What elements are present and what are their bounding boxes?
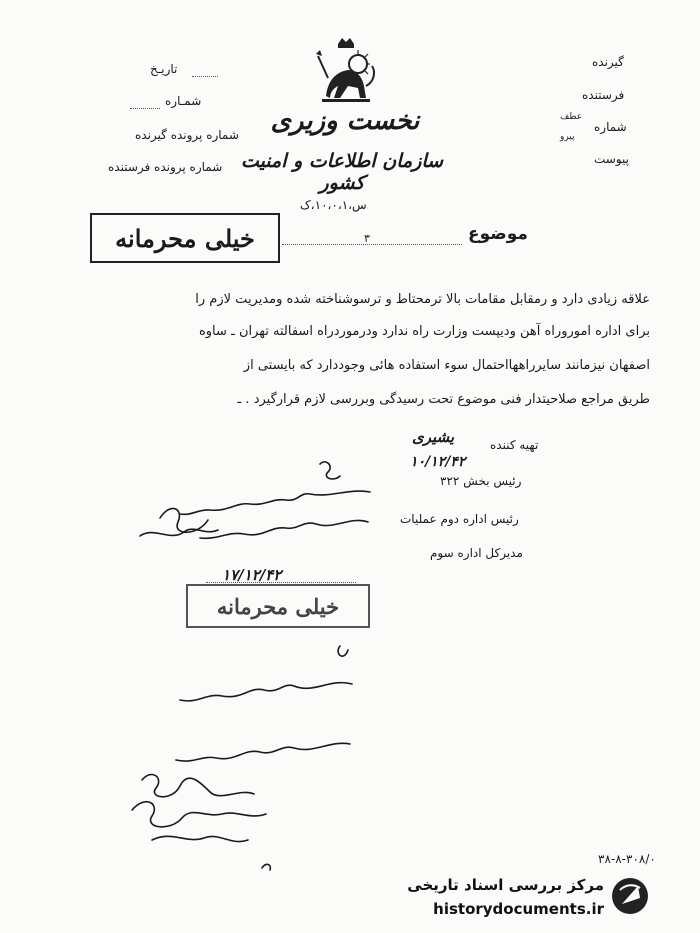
repeat-classification-stamp: خیلی محرمانه — [186, 584, 370, 628]
document-number: ۳۸-۸-۳۰۸/۰ — [598, 852, 656, 866]
number-sub-follow: پیرو — [560, 132, 575, 142]
general-director-label: مدیرکل اداره سوم — [430, 546, 523, 560]
date-dotted-line — [192, 76, 218, 77]
classification-stamp: خیلی محرمانه — [90, 213, 280, 263]
subject-digit: ۳ — [364, 232, 370, 245]
operations-chief-label: رئیس اداره دوم عملیات — [400, 512, 519, 526]
watermark — [406, 872, 646, 922]
number-label: شمـاره — [165, 94, 202, 108]
body-line: اصفهان نیزمانند سایرراههااحتمال سوء استفاده هائی وجوددارد که بایستی از — [243, 358, 650, 373]
handwritten-signatures — [112, 640, 372, 880]
sender-label: فرستنده — [582, 88, 625, 102]
reference-code: س،۱۰،۰،۱،ک — [300, 198, 367, 212]
sender-file-label: شماره پرونده فرستنده — [108, 160, 223, 174]
date-label: تاریـخ — [150, 62, 178, 76]
letterhead-org: سازمان اطلاعات و امنیت کشور — [240, 150, 444, 194]
lion-and-sun-emblem-icon — [308, 36, 384, 108]
number-sub-ref: عطف — [560, 112, 583, 122]
stamp-date: ۱۷/۱۲/۴۲ — [222, 566, 282, 584]
body-line: علاقه زیادی دارد و رمقابل مقامات بالا ترمحتاط و ترسوشناخته شده ومدیریت لازم را — [195, 292, 650, 307]
watermark-name: مرکز بررسی اسناد تاریخی — [407, 876, 604, 894]
recipient-file-label: شماره پرونده گیرنده — [135, 128, 239, 142]
subject-dotted-line — [282, 244, 462, 245]
number-dotted-line — [130, 108, 160, 109]
subject-label: موضوع — [468, 224, 528, 244]
letterhead-title: نخست وزیری — [270, 106, 420, 136]
stamp-date-line — [206, 582, 356, 583]
watermark-url: historydocuments.ir — [433, 900, 604, 918]
number-label-right: شماره — [594, 120, 627, 134]
body-line: طریق مراجع صلاحیتدار فنی موضوع تحت رسیدگی وبررسی لازم قرارگیرد . ـ — [237, 392, 650, 407]
section-chief-label: رئیس بخش ۳۲۲ — [440, 474, 522, 488]
recipient-label: گیرنده — [592, 55, 624, 69]
prepared-by-label: تهیه کننده — [490, 438, 539, 452]
attachment-label: پیوست — [594, 152, 629, 166]
body-line: برای اداره اموروراه آهن ودیپست وزارت راه ندارد ودرموردراه اسفالته تهران ـ ساوه — [198, 324, 650, 339]
handwritten-date: ۱۰/۱۲/۴۲ — [410, 454, 466, 470]
handwritten-note — [120, 456, 380, 576]
history-documents-logo-icon — [610, 876, 650, 916]
prepared-by-signature: یشیری — [412, 428, 455, 446]
